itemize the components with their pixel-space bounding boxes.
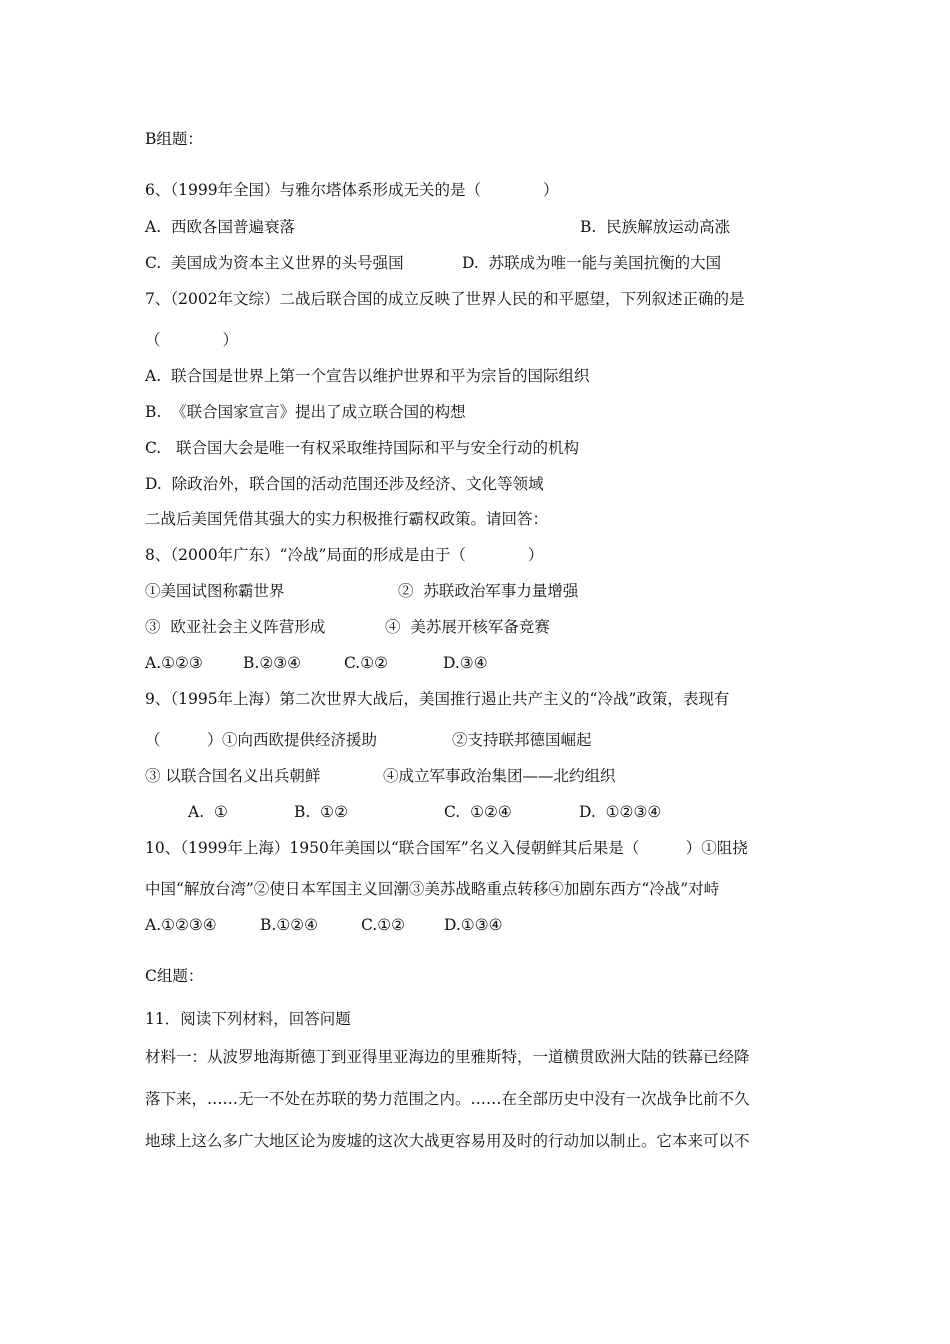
- q9-item-3: ③ 以联合国名义出兵朝鲜: [145, 767, 321, 785]
- q8-answer-a: A.①②③: [145, 654, 203, 672]
- section-c-heading: C组题：: [145, 967, 204, 985]
- q7-stem: 7、（2002年文综）二战后联合国的成立反映了世界人民的和平愿望，下列叙述正确的是: [145, 290, 745, 308]
- q9-paren: （ ）: [145, 731, 223, 749]
- q8-item-2: ② 苏联政治军事力量增强: [398, 582, 579, 600]
- q10-answer-d: D.①③④: [444, 916, 503, 934]
- q8-answer-c: C.①②: [344, 654, 389, 672]
- q11-material-line-1: 材料一：从波罗地海斯德丁到亚得里亚海边的里雅斯特，一道横贯欧洲大陆的铁幕已经降: [145, 1048, 750, 1066]
- q6-option-a: A. 西欧各国普遍衰落: [145, 218, 295, 236]
- q9-stem: 9、（1995年上海）第二次世界大战后，美国推行遏止共产主义的“冷战”政策，表现有: [145, 690, 730, 708]
- section-b-heading: B组题：: [145, 130, 203, 148]
- q10-stem: 10、（1999年上海）1950年美国以“联合国军”名义入侵朝鲜其后果是（ ）①阻挠: [145, 839, 748, 857]
- q10-stem-line2: 中国“解放台湾”②使日本军国主义回潮③美苏战略重点转移④加剧东西方“冷战”对峙: [145, 880, 720, 898]
- q6-stem: 6、（1999年全国）与雅尔塔体系形成无关的是（ ）: [145, 181, 559, 199]
- q7-option-d: D. 除政治外，联合国的活动范围还涉及经济、文化等领域: [145, 475, 544, 493]
- q10-answer-a: A.①②③④: [145, 916, 217, 934]
- q7-option-b: B. 《联合国家宣言》提出了成立联合国的构想: [145, 403, 466, 421]
- q9-answer-b: B. ①②: [294, 803, 348, 821]
- q11-material-line-2: 落下来，……无一不处在苏联的势力范围之内。……在全部历史中没有一次战争比前不久: [145, 1090, 750, 1108]
- q9-answer-c: C. ①②④: [444, 803, 512, 821]
- intro-paragraph: 二战后美国凭借其强大的实力积极推行霸权政策。请回答：: [145, 510, 549, 528]
- q8-item-1: ①美国试图称霸世界: [145, 582, 285, 600]
- q8-stem: 8、（2000年广东）“冷战”局面的形成是由于（ ）: [145, 546, 544, 564]
- q9-answer-a: A. ①: [188, 803, 228, 821]
- q8-answer-d: D.③④: [443, 654, 488, 672]
- q9-item-4: ④成立军事政治集团——北约组织: [383, 767, 616, 785]
- q6-option-d: D. 苏联成为唯一能与美国抗衡的大国: [462, 254, 722, 272]
- q7-paren: （ ）: [145, 331, 239, 349]
- q6-option-c: C. 美国成为资本主义世界的头号强国: [145, 254, 404, 272]
- q7-option-c: C. 联合国大会是唯一有权采取维持国际和平与安全行动的机构: [145, 439, 580, 457]
- q8-item-3: ③ 欧亚社会主义阵营形成: [145, 618, 326, 636]
- q7-option-a: A. 联合国是世界上第一个宣告以维护世界和平为宗旨的国际组织: [145, 367, 590, 385]
- q10-answer-c: C.①②: [361, 916, 406, 934]
- q9-item-1: ①向西欧提供经济援助: [222, 731, 378, 749]
- q8-answer-b: B.②③④: [243, 654, 302, 672]
- q8-item-4: ④ 美苏展开核军备竞赛: [385, 618, 550, 636]
- q11-stem: 11．阅读下列材料，回答问题: [145, 1010, 351, 1028]
- q11-material-line-3: 地球上这么多广大地区论为废墟的这次大战更容易用及时的行动加以制止。它本来可以不: [145, 1132, 750, 1150]
- q6-option-b: B. 民族解放运动高涨: [580, 218, 731, 236]
- q9-item-2: ②支持联邦德国崛起: [452, 731, 592, 749]
- q9-answer-d: D. ①②③④: [579, 803, 662, 821]
- q10-answer-b: B.①②④: [260, 916, 319, 934]
